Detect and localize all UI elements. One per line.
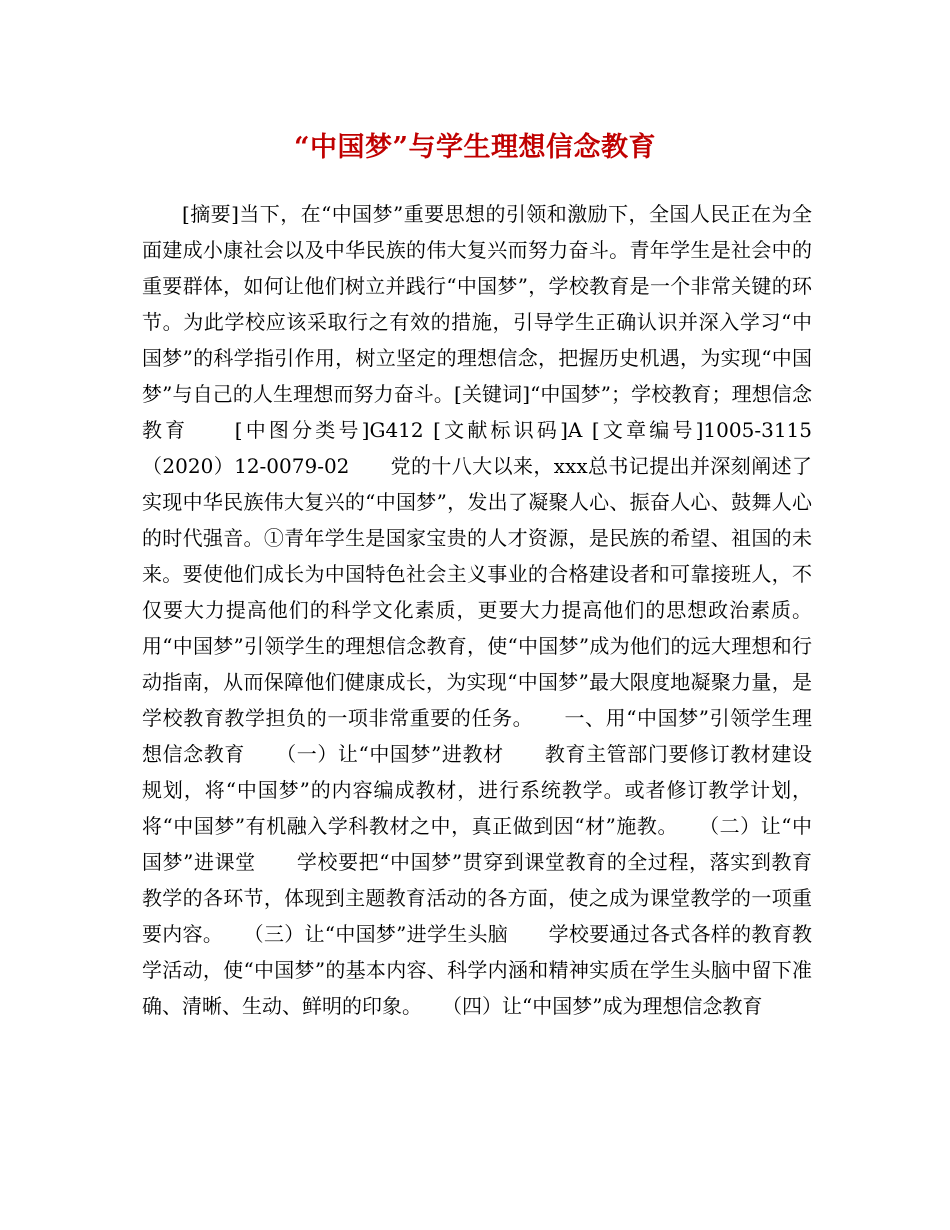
document-title: “中国梦”与学生理想信念教育 (293, 132, 657, 163)
document-body (142, 196, 812, 1024)
body-paragraph: [摘要]当下，在“中国梦”重要思想的引领和激励下，全国人民正在为全面建成小康社会以及中华民族的伟大复兴而努力奋斗。青年学生是社会中的重要群体，如何让他们树立并践行“中国梦”，学校教育是一个非常关键的环节。为此学校应该采取行之有效的措施，引导学生正确认识并深入学习“中国梦”的科学指引作用，树立坚定的理想信念，把握历史机遇，为实现“中国梦”与自己的人生理想而努力奋斗。[关键词]“中国梦”；学校教育；理想信念教育 [中图分类号]G412 [文献标识码]A [文章编号]1005-3115（2020）12-0079-02 党的十八大以来，xxx总书记提出并深刻阐述了实现中华民族伟大复兴的“中国梦”，发出了凝聚人心、振奋人心、鼓舞人心的时代强音。①青年学生是国家宝贵的人才资源，是民族的希望、祖国的未来。要使他们成长为中国特色社会主义事业的合格建设者和可靠接班人，不仅要大力提高他们的科学文化素质，更要大力提高他们的思想政治素质。用“中国梦”引领学生的理想信念教育，使“中国梦”成为他们的远大理想和行动指南，从而保障他们健康成长，为实现“中国梦”最大限度地凝聚力量，是学校教育教学担负的一项非常重要的任务。 一、用“中国梦”引领学生理想信念教育 （一）让“中国梦”进教材 教育主管部门要修订教材建设规划，将“中国梦”的内容编成教材，进行系统教学。或者修订教学计划，将“中国梦”有机融入学科教材之中，真正做到因“材”施教。 （二）让“中国梦”进课堂 学校要把“中国梦”贯穿到课堂教育的全过程，落实到教育教学的各环节，体现到主题教育活动的各方面，使之成为课堂教学的一项重要内容。 （三）让“中国梦”进学生头脑 学校要通过各式各样的教育教学活动，使“中国梦”的基本内容、科学内涵和精神实质在学生头脑中留下准确、清晰、生动、鲜明的印象。 （四）让“中国梦”成为理想信念教育 (142, 202, 812, 1018)
